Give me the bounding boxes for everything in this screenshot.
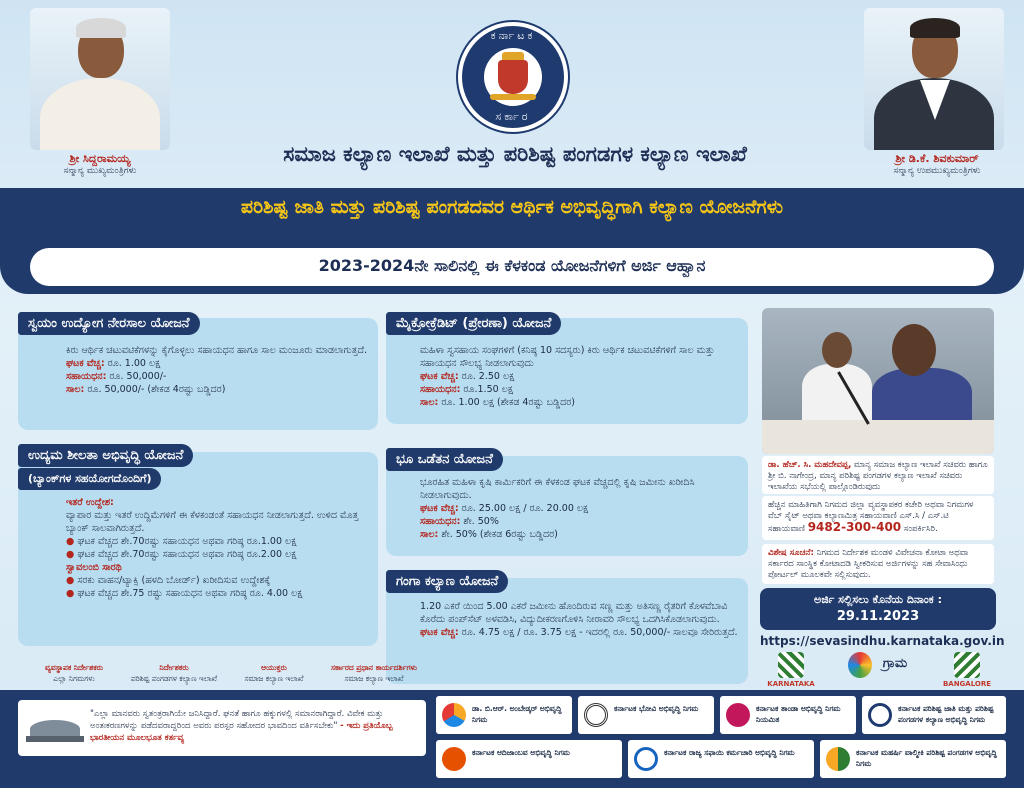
karnataka-logo-icon: KARNATAKA (764, 652, 818, 692)
bhoo-unit: ಘಟಕ ವೆಚ್ಚ: ರೂ. 25.00 ಲಕ್ಷ / ರೂ. 20.00 ಲಕ್ಷ (420, 503, 589, 514)
parliament-icon (26, 714, 84, 744)
scst-corporation-icon (868, 703, 892, 727)
safai-corporation-icon (634, 747, 658, 771)
helpline-number: 9482-300-400 (807, 520, 902, 534)
scheme-title-bhoo: ಭೂ ಒಡೆತನ ಯೋಜನೆ (386, 448, 503, 471)
constitution-quote-source: - ಇದು ಪ್ರತಿಯೊಬ್ಬ ಭಾರತೀಯನ ಮೂಲಭೂತ ಕರ್ತವ್ಯ (90, 721, 393, 743)
special-note (762, 544, 994, 584)
official-1: ವ್ಯವಸ್ಥಾಪಕ ನಿರ್ದೇಶಕರು ಎಲ್ಲಾ ನಿಗಮಗಳು (44, 663, 104, 683)
photo-caption (762, 456, 994, 494)
header (0, 0, 1024, 186)
scheme-title-micro: ಮೈಕ್ರೋಕ್ರೆಡಿಟ್ (ಪ್ರೇರಣಾ) ಯೋಜನೆ (386, 312, 561, 335)
valmiki-corporation-icon (826, 747, 850, 771)
headline: ಪರಿಶಿಷ್ಟ ಜಾತಿ ಮತ್ತು ಪರಿಶಿಷ್ಟ ಪಂಗಡದವರ ಆರ್ಥಿಕ ಅಭಿವೃದ್ಧಿಗಾಗಿ ಕಲ್ಯಾಣ ಯೋಜನೆಗಳು (240, 196, 784, 218)
adijambava-corporation-icon (442, 747, 466, 771)
deadline-date: 29.11.2023 (836, 609, 920, 624)
corporation-tanda: ಕರ್ನಾಟಕ ತಾಂಡಾ ಅಭಿವೃದ್ಧಿ ನಿಗಮ ನಿಯಮಿತ (720, 696, 856, 734)
scheme-title-ganga: ಗಂಗಾ ಕಲ್ಯಾಣ ಯೋಜನೆ (386, 570, 508, 593)
micro-unit: ಘಟಕ ವೆಚ್ಚ: ರೂ. 2.50 ಲಕ್ಷ (420, 371, 515, 382)
scheme-title-swayam: ಸ್ವಯಂ ಉದ್ಯೋಗ ನೇರಸಾಲ ಯೋಜನೆ (18, 312, 200, 335)
special-note-label: ವಿಶೇಷ ಸೂಚನೆ: (768, 548, 814, 558)
subheadline: 2023-2024ನೇ ಸಾಲಿನಲ್ಲಿ ಈ ಕೆಳಕಂಡ ಯೋಜನೆಗಳಿಗೆ ಅರ್ಜಿ ಆಹ್ವಾನ (318, 256, 706, 275)
bangalore-logo-icon: BANGALORE (940, 652, 994, 692)
ganga-desc: 1.20 ಎಕರೆ ಯಿಂದ 5.00 ಎಕರೆ ಜಮೀನು ಹೊಂದಿರುವ ಸಣ್ಣ ಮತ್ತು ಅತಿಸಣ್ಣ ರೈತರಿಗೆ ಕೊಳವೆಬಾವಿ ಕೊರೆದು ಪಂಪ್‌ಸೆಟ್ ಅಳವಡಿಸಿ, ವಿದ್ಯುದೀಕರಣಗೊಳಿಸಿ ನೀರಾವರಿ ಸೌಲಭ್ಯ ಒದಗಿಸಿಕೊಡಲಾಗುವುದು. (420, 601, 728, 625)
emblem-top-text: ಕರ್ನಾಟಕ (490, 29, 536, 42)
chief-minister-photo (30, 8, 170, 150)
scheme-body-micro (420, 344, 742, 409)
helpline-info (762, 496, 994, 540)
chief-minister-caption (25, 152, 175, 178)
micro-subsidy: ಸಹಾಯಧನ: ರೂ.1.50 ಲಕ್ಷ (420, 384, 513, 395)
ministers-meeting-photo (762, 308, 994, 454)
corporation-scst: ಕರ್ನಾಟಕ ಪರಿಶಿಷ್ಟ ಜಾತಿ ಮತ್ತು ಪರಿಶಿಷ್ಟ ಪಂಗಡಗಳ ಕಲ್ಯಾಣ ಅಭಿವೃದ್ಧಿ ನಿಗಮ (862, 696, 1006, 734)
karnataka-emblem-icon (458, 22, 568, 132)
official-4: ಸರ್ಕಾರದ ಪ್ರಧಾನ ಕಾರ್ಯದರ್ಶಿಗಳು ಸಮಾಜ ಕಲ್ಯಾಣ ಇಲಾಖೆ (330, 663, 418, 683)
micro-desc: ಮಹಿಳಾ ಸ್ವಸಹಾಯ ಸಂಘಗಳಿಗೆ (ಕನಿಷ್ಠ 10 ಸದಸ್ಯರು) ಕಿರು ಆರ್ಥಿಕ ಚಟುವಟಿಕೆಗಳಿಗೆ ಸಾಲ ಮತ್ತು ಸಹಾಯಧನ ಸೌಲಭ್ಯ ನೀಡಲಾಗುವುದು (420, 345, 715, 369)
deadline-box (760, 588, 996, 630)
corporation-adijambava: ಕರ್ನಾಟಕ ಆದಿಜಾಂಬವ ಅಭಿವೃದ್ಧಿ ನಿಗಮ (436, 740, 622, 778)
department-title: ಸಮಾಜ ಕಲ್ಯಾಣ ಇಲಾಖೆ ಮತ್ತು ಪರಿಶಿಷ್ಟ ಪಂಗಡಗಳ ಕಲ್ಯಾಣ ಇಲಾಖೆ (283, 142, 747, 166)
ganga-unit: ಘಟಕ ವೆಚ್ಚ: ರೂ. 4.75 ಲಕ್ಷ / ರೂ. 3.75 ಲಕ್ಷ - ಇದರಲ್ಲಿ ರೂ. 50,000/- ಸಾಲವೂ ಸೇರಿರುತ್ತದೆ. (420, 627, 738, 638)
udyama-purpose-label: ಇತರೆ ಉದ್ದೇಶ: (66, 497, 114, 508)
photo-caption-text: ಮಾನ್ಯ ಸಮಾಜ ಕಲ್ಯಾಣ ಇಲಾಖೆ ಸಚಿವರು ಹಾಗೂ ಶ್ರೀ ಬಿ. ನಾಗೇಂದ್ರ, ಮಾನ್ಯ ಪರಿಶಿಷ್ಟ ಪಂಗಡಗಳ ಕಲ್ಯಾಣ ಇಲಾಖೆ ಸಚಿವರು ಇಲಾಖೆಯ ಸಭೆಯಲ್ಲಿ ಪಾಲ್ಗೊಂಡಿರುವುದು (768, 460, 988, 492)
deadline-label: ಅರ್ಜಿ ಸಲ್ಲಿಸಲು ಕೊನೆಯ ದಿನಾಂಕ : (813, 593, 942, 606)
special-note-text: ನಿಗಮದ ನಿರ್ದೇಶಕ ಮಂಡಳಿ ವಿವೇಚನಾ ಕೋಟಾ ಅಥವಾ ಸರ್ಕಾರದ ಸಾಂಸ್ಥಿಕ ಕೋಟಾದಡಿ ಸ್ವೀಕರಿಸುವ ಅರ್ಜಿಗಳನ್ನು ಸಹ ಸೇವಾಸಿಂಧು ಪೋರ್ಟಲ್ ಮೂಲಕವೇ ಸಲ್ಲಿಸುವುದು. (768, 548, 969, 580)
deputy-chief-minister-name: ಶ್ರೀ ಡಿ.ಕೆ. ಶಿವಕುಮಾರ್ (895, 152, 979, 165)
helpline-suffix: ಸಂಪರ್ಕಿಸಿರಿ. (903, 524, 938, 534)
photo-caption-name: ಡಾ. ಹೆಚ್. ಸಿ. ಮಹದೇವಪ್ಪ, (768, 460, 852, 470)
bhoo-subsidy: ಸಹಾಯಧನ: ಶೇ. 50% (420, 516, 499, 527)
swayam-subsidy: ಸಹಾಯಧನ: ರೂ. 50,000/- (66, 371, 167, 382)
official-2: ನಿರ್ದೇಶಕರು ಪರಿಶಿಷ್ಟ ಪಂಗಡಗಳ ಕಲ್ಯಾಣ ಇಲಾಖೆ (130, 663, 218, 683)
scheme-title-udyama: ಉದ್ಯಮ ಶೀಲತಾ ಅಭಿವೃದ್ಧಿ ಯೋಜನೆ (18, 444, 193, 467)
corporation-ambedkar: ಡಾ. ಬಿ.ಆರ್. ಅಂಬೇಡ್ಕರ್ ಅಭಿವೃದ್ಧಿ ನಿಗಮ (436, 696, 572, 734)
chief-minister-designation: ಸನ್ಮಾನ್ಯ ಮುಖ್ಯಮಂತ್ರಿಗಳು (63, 166, 137, 176)
emblem-bottom-text: ಸರ್ಕಾರ (495, 110, 531, 123)
ambedkar-corporation-icon (442, 703, 466, 727)
swayam-unit: ಘಟಕ ವೆಚ್ಚ: ರೂ. 1.00 ಲಕ್ಷ (66, 358, 161, 369)
seva-sindhu-link[interactable]: https://sevasindhu.karnataka.gov.in (760, 634, 1005, 648)
deputy-chief-minister-caption (862, 152, 1012, 178)
constitution-quote: "ಎಲ್ಲಾ ಮಾನವರು ಸ್ವತಂತ್ರರಾಗಿಯೇ ಜನಿಸಿದ್ದಾರೆ. ಘನತೆ ಹಾಗೂ ಹಕ್ಕುಗಳಲ್ಲಿ ಸಮಾನರಾಗಿದ್ದಾರೆ. ವಿವೇಕ ಮತ್ತು ಅಂತಃಕರಣಗಳನ್ನು ಪಡೆದವರಾದ್ದರಿಂದ ಅವರು ಪರಸ್ಪರ ಸಹೋದರ ಭಾವದಿಂದ ವರ್ತಿಸಬೇಕು" - ಇದು ಪ್ರತಿಯೊಬ್ಬ ಭಾರತೀಯನ ಮೂಲಭೂತ ಕರ್ತವ್ಯ (90, 709, 393, 743)
helpline-info-text: ಹೆಚ್ಚಿನ ಮಾಹಿತಿಗಾಗಿ ನಿಗಮದ ಜಿಲ್ಲಾ ವ್ಯವಸ್ಥಾಪಕರ ಕಚೇರಿ ಅಥವಾ ನಿಗಮಗಳ ವೆಬ್ ಸೈಟ್ ಅಥವಾ ಕಲ್ಯಾಣಮಿತ್ರ ಸಹಾಯವಾಣಿ ಎಸ್.ಸಿ / ಎಸ್.ಟಿ ಸಹಾಯವಾಣಿ (768, 500, 974, 534)
chief-minister-name: ಶ್ರೀ ಸಿದ್ದರಾಮಯ್ಯ (69, 152, 131, 165)
scheme-subtitle-udyama: (ಬ್ಯಾಂಕ್‌ಗಳ ಸಹಯೋಗದೊಂದಿಗೆ) (18, 468, 161, 490)
corporation-valmiki: ಕರ್ನಾಟಕ ಮಹರ್ಷಿ ವಾಲ್ಮೀಕಿ ಪರಿಶಿಷ್ಟ ಪಂಗಡಗಳ ಅಭಿವೃದ್ಧಿ ನಿಗಮ (820, 740, 1006, 778)
constitution-quote-box (18, 700, 426, 756)
swayam-loan: ಸಾಲ: ರೂ. 50,000/- (ಶೇಕಡ 4ರಷ್ಟು ಬಡ್ಡಿದರ) (66, 384, 226, 395)
bhovi-corporation-icon (584, 703, 608, 727)
udyama-bullet-1: ● ಘಟಕ ವೆಚ್ಚದ ಶೇ.70ರಷ್ಟು ಸಹಾಯಧನ ಅಥವಾ ಗರಿಷ್ಠ ರೂ.1.00 ಲಕ್ಷ (66, 536, 297, 547)
official-3: ಆಯುಕ್ತರು ಸಮಾಜ ಕಲ್ಯಾಣ ಇಲಾಖೆ (244, 663, 304, 683)
scheme-body-swayam (66, 344, 370, 396)
bhoo-desc: ಭೂರಹಿತ ಮಹಿಳಾ ಕೃಷಿ ಕಾರ್ಮಿಕರಿಗೆ ಈ ಕೆಳಕಂಡ ಘಟಕ ವೆಚ್ಚದಲ್ಲಿ ಕೃಷಿ ಜಮೀನು ಖರೀದಿಸಿ ನೀಡಲಾಗುವುದು. (420, 477, 695, 501)
corporation-safai: ಕರ್ನಾಟಕ ರಾಜ್ಯ ಸಫಾಯಿ ಕರ್ಮಚಾರಿ ಅಭಿವೃದ್ಧಿ ನಿಗಮ (628, 740, 814, 778)
deputy-chief-minister-photo (864, 8, 1004, 150)
udyama-bullet-3: ● ಸರಕು ವಾಹನ/ಟ್ಯಾಕ್ಸಿ (ಹಳದಿ ಬೋರ್ಡ್) ಖರೀದಿಸುವ ಉದ್ದೇಶಕ್ಕೆ (66, 575, 271, 586)
scheme-body-udyama (66, 496, 370, 600)
udyama-bullet-4: ● ಘಟಕ ವೆಚ್ಚದ ಶೇ.75 ರಷ್ಟು ಸಹಾಯಧನ ಅಥವಾ ಗರಿಷ್ಠ ರೂ. 4.00 ಲಕ್ಷ (66, 588, 303, 599)
swayam-desc: ಕಿರು ಆರ್ಥಿಕ ಚಟುವಟಿಕೆಗಳನ್ನು ಕೈಗೊಳ್ಳಲು ಸಹಾಯಧನ ಹಾಗೂ ಸಾಲ ಮಂಜೂರು ಮಾಡಲಾಗುತ್ತದೆ. (66, 345, 368, 356)
officials-row (24, 662, 424, 692)
udyama-desc: ವ್ಯಾಪಾರ ಮತ್ತು ಇತರೆ ಉದ್ದಿಮೆಗಳಿಗೆ ಈ ಕೆಳಕಂಡಂತೆ ಸಹಾಯಧನ ನೀಡಲಾಗುತ್ತದೆ. ಉಳಿದ ಮೊತ್ತ ಬ್ಯಾಂಕ್ ಸಾಲವಾಗಿರುತ್ತದೆ. (66, 510, 359, 534)
grama-logo-icon: ಗ್ರಾಮ (848, 652, 918, 692)
corporation-bhovi: ಕರ್ನಾಟಕ ಭೋವಿ ಅಭಿವೃದ್ಧಿ ನಿಗಮ (578, 696, 714, 734)
deputy-chief-minister-designation: ಸನ್ಮಾನ್ಯ ಉಪಮುಖ್ಯಮಂತ್ರಿಗಳು (893, 166, 981, 176)
scheme-body-bhoo (420, 476, 742, 541)
tanda-corporation-icon (726, 703, 750, 727)
udyama-bullet-2: ● ಘಟಕ ವೆಚ್ಚದ ಶೇ.70ರಷ್ಟು ಸಹಾಯಧನ ಅಥವಾ ಗರಿಷ್ಠ ರೂ.2.00 ಲಕ್ಷ (66, 549, 297, 560)
udyama-transport-label: ಸ್ವಾವಲಂಬಿ ಸಾರಥಿ (66, 562, 122, 573)
corporations-grid (436, 696, 1006, 782)
scheme-body-ganga (420, 600, 742, 639)
micro-loan: ಸಾಲ: ರೂ. 1.00 ಲಕ್ಷ (ಶೇಕಡ 4ರಷ್ಟು ಬಡ್ಡಿದರ) (420, 397, 576, 408)
bhoo-loan: ಸಾಲ: ಶೇ. 50% (ಶೇಕಡ 6ರಷ್ಟು ಬಡ್ಡಿದರ) (420, 529, 558, 540)
